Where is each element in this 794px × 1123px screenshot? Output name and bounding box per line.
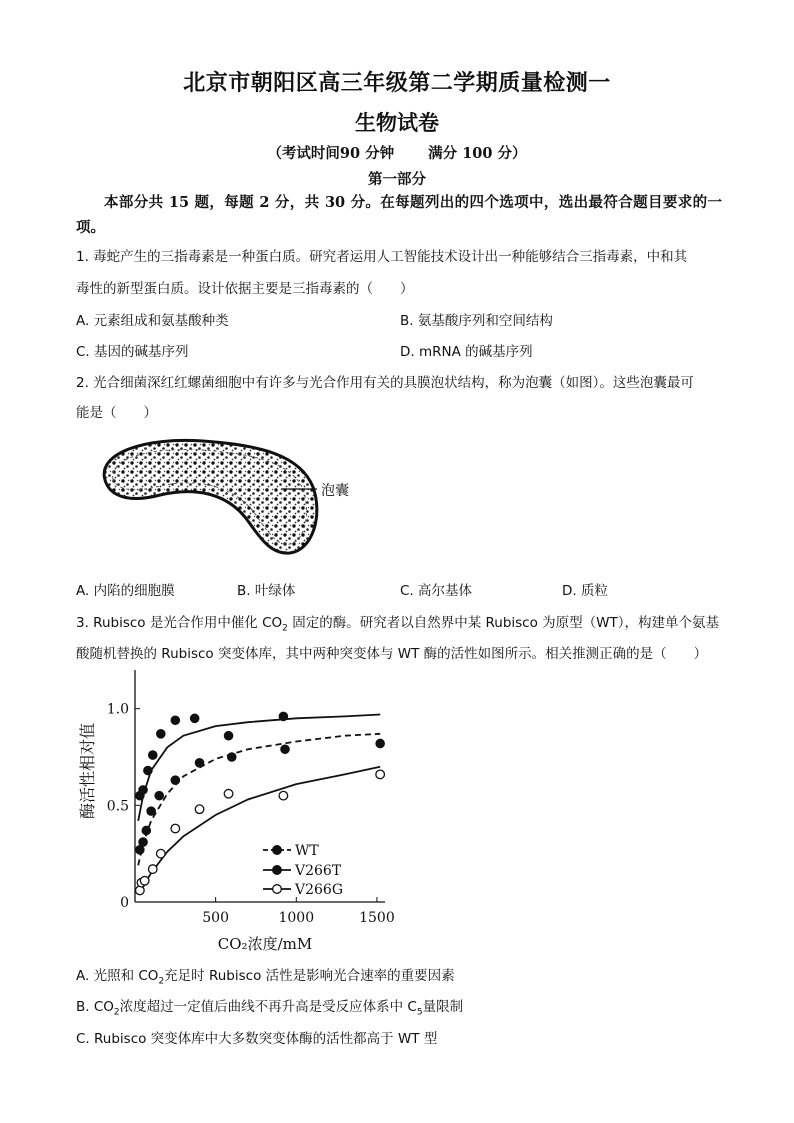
data-point-wt	[227, 753, 236, 762]
q3-option-a[interactable]: A. 光照和 $CO_2$充足时 Rubisco 活性是影响光合速率的重要因素	[76, 968, 455, 987]
bacterium-figure	[85, 425, 375, 565]
q3-stem-line1: 3. Rubisco 是光合作用中催化 $CO_2$ 固定的酶。研究者以自然界中某 Rubisco 为原型（WT），构建单个氨基	[76, 615, 719, 634]
data-point-v266g	[376, 770, 385, 779]
data-point-v266t	[224, 731, 233, 740]
full-score: 满分 100 分）	[428, 145, 527, 162]
data-point-v266t	[279, 712, 288, 721]
bacterium-cell	[104, 440, 317, 553]
q3-stem-line2: 酸随机替换的 Rubisco 突变体库，其中两种突变体与 WT 酶的活性如图所示。相关推测正确的是（ ）	[76, 646, 708, 662]
q2-option-b[interactable]: B. 叶绿体	[237, 583, 296, 599]
q1-stem-line2: 毒性的新型蛋白质。设计依据主要是三指毒素的（ ）	[76, 281, 414, 297]
data-point-wt	[147, 807, 156, 816]
data-point-v266g	[224, 789, 233, 798]
exam-time: （考试时间90 分钟	[267, 145, 395, 162]
data-point-wt	[155, 791, 164, 800]
data-point-v266t	[139, 786, 148, 795]
q3-option-b[interactable]: B. $CO_2$浓度超过一定值后曲线不再升高是受反应体系中 $C_5$量限制	[76, 999, 464, 1018]
q1-option-c[interactable]: C. 基因的碱基序列	[76, 344, 189, 360]
curve-v266t	[138, 715, 380, 821]
data-point-v266t	[171, 716, 180, 725]
y-axis-label: 酶活性相对值	[78, 722, 97, 820]
vesicle-label: 泡囊	[321, 483, 349, 499]
legend-label-v266t: V266T	[295, 863, 342, 879]
subject-title: 生物试卷	[355, 110, 439, 135]
legend-label-wt: WT	[295, 843, 319, 859]
data-point-wt	[281, 745, 290, 754]
data-point-wt	[142, 826, 151, 835]
part-title: 第一部分	[368, 171, 426, 188]
x-tick-label: 1500	[359, 910, 395, 926]
data-point-v266t	[190, 714, 199, 723]
q1-option-b[interactable]: B. 氨基酸序列和空间结构	[400, 313, 553, 329]
legend-marker-v266g	[273, 885, 282, 894]
q2-stem-line2: 能是（ ）	[76, 405, 157, 421]
x-tick-label: 500	[202, 910, 230, 926]
q2-option-d[interactable]: D. 质粒	[562, 583, 608, 599]
y-tick-label: 1.0	[106, 701, 129, 718]
data-point-v266g	[279, 791, 288, 800]
q2-option-a[interactable]: A. 内陷的细胞膜	[76, 583, 175, 599]
q2-option-c[interactable]: C. 高尔基体	[400, 583, 473, 599]
q1-stem-line1: 1. 毒蛇产生的三指毒素是一种蛋白质。研究者运用人工智能技术设计出一种能够结合三指毒素，中和其	[76, 249, 688, 265]
part-instruction: 本部分共 15 题，每题 2 分，共 30 分。在每题列出的四个选项中，选出最符合题目要求的一项。	[76, 194, 722, 236]
y-tick-label: 0.5	[106, 798, 129, 815]
data-point-v266g	[140, 876, 149, 885]
exam-info	[0, 142, 794, 163]
q1-option-a[interactable]: A. 元素组成和氨基酸种类	[76, 313, 229, 329]
legend-marker-v266t	[273, 866, 282, 875]
data-point-v266t	[148, 751, 157, 760]
data-point-v266g	[171, 824, 180, 833]
q2-stem-line1: 2. 光合细菌深红红螺菌细胞中有许多与光合作用有关的具膜泡状结构，称为泡囊（如图）。这些泡囊最可	[76, 375, 694, 391]
data-point-wt	[171, 776, 180, 785]
q3-option-c[interactable]: C. Rubisco 突变体库中大多数突变体酶的活性都高于 WT 型	[76, 1031, 438, 1047]
legend-label-v266g: V266G	[295, 882, 344, 898]
legend-marker-wt	[273, 846, 282, 855]
data-point-v266t	[144, 766, 153, 775]
data-point-v266g	[148, 865, 157, 874]
data-point-wt	[195, 759, 204, 768]
data-point-wt	[139, 838, 148, 847]
y-tick-label: 0	[120, 895, 129, 911]
exam-title: 北京市朝阳区高三年级第二学期质量检测一	[183, 70, 611, 96]
data-point-v266g	[195, 805, 204, 814]
q1-option-d[interactable]: D. mRNA 的碱基序列	[400, 344, 533, 360]
data-point-v266t	[157, 730, 166, 739]
x-tick-label: 1000	[278, 910, 315, 926]
x-axis-label: CO₂浓度/mM	[217, 935, 313, 953]
enzyme-activity-chart	[75, 665, 395, 960]
data-point-wt	[376, 739, 385, 748]
data-point-v266g	[157, 849, 166, 858]
